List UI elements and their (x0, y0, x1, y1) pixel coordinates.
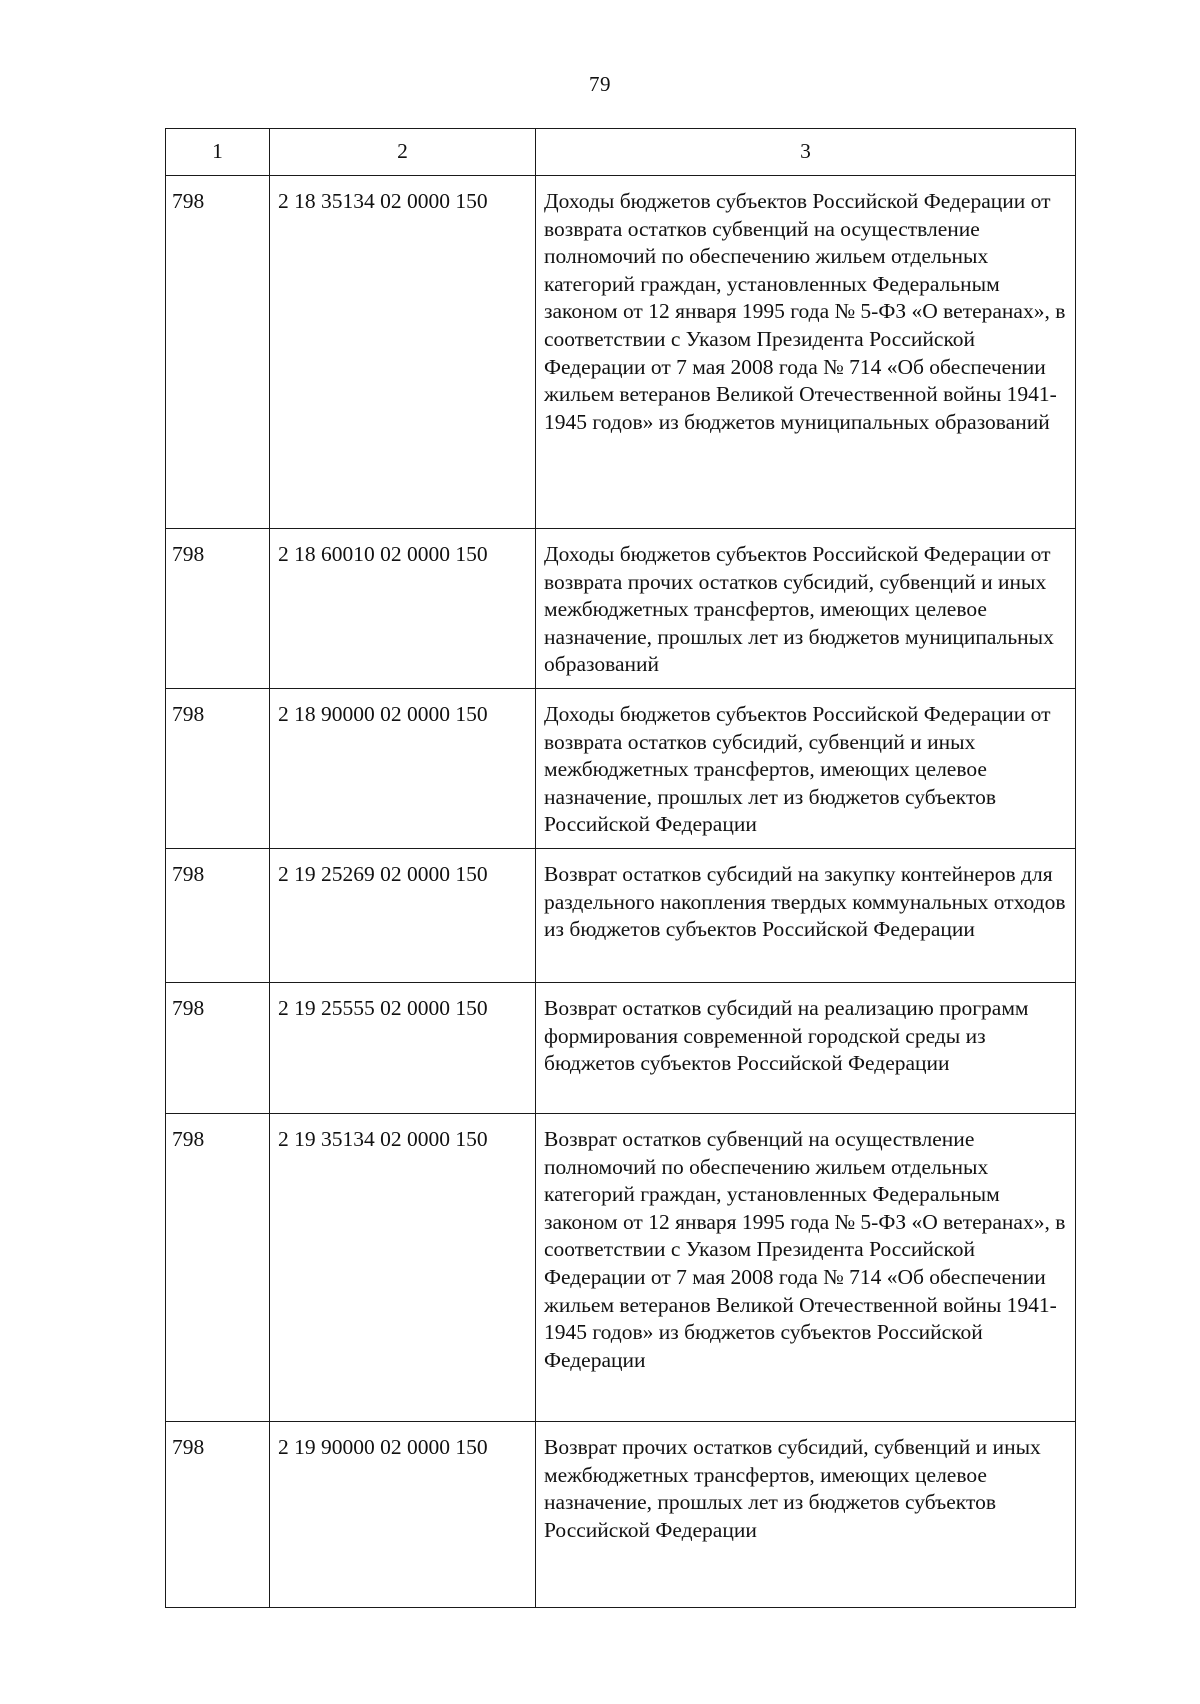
table-row (166, 176, 1076, 529)
description-cell: Возврат остатков субвенций на осуществление полномочий по обеспечению жильем отдельных категорий граждан, установленных Федеральным законом от 12 января 1995 года № 5-ФЗ «О ветеранах», в соответствии с Указом Президента Российской Федерации от 7 мая 2008 года № 714 «Об обеспечении жильем ветеранов Великой Отечественной войны 1941-1945 годов» из бюджетов субъектов Российской Федерации (536, 1114, 1076, 1422)
table-row (166, 1422, 1076, 1608)
description-cell: Доходы бюджетов субъектов Российской Федерации от возврата прочих остатков субсидий, субвенций и иных межбюджетных трансфертов, имеющих целевое назначение, прошлых лет из бюджетов муниципальных образований (536, 529, 1076, 689)
page-number: 79 (589, 72, 611, 96)
description-cell: Возврат остатков субсидий на реализацию программ формирования современной городской среды из бюджетов субъектов Российской Федерации (536, 983, 1076, 1114)
description-cell: Возврат остатков субсидий на закупку контейнеров для раздельного накопления твердых коммунальных отходов из бюджетов субъектов Российской Федерации (536, 849, 1076, 983)
description-cell: Доходы бюджетов субъектов Российской Федерации от возврата остатков субвенций на осуществление полномочий по обеспечению жильем отдельных категорий граждан, установленных Федеральным законом от 12 января 1995 года № 5-ФЗ «О ветеранах», в соответствии с Указом Президента Российской Федерации от 7 мая 2008 года № 714 «Об обеспечении жильем ветеранов Великой Отечественной войны 1941-1945 годов» из бюджетов муниципальных образований (536, 176, 1076, 529)
kbk-code-cell: 2 18 35134 02 0000 150 (270, 176, 536, 529)
admin-code-cell: 798 (166, 176, 270, 529)
kbk-code-cell: 2 19 25555 02 0000 150 (270, 983, 536, 1114)
admin-code-cell: 798 (166, 983, 270, 1114)
admin-code-cell: 798 (166, 849, 270, 983)
kbk-code-cell: 2 19 90000 02 0000 150 (270, 1422, 536, 1608)
table-row (166, 849, 1076, 983)
table-header-row (166, 129, 1076, 176)
column-header-1: 1 (166, 129, 270, 176)
column-header-3: 3 (536, 129, 1076, 176)
kbk-code-cell: 2 19 35134 02 0000 150 (270, 1114, 536, 1422)
kbk-code-cell: 2 18 60010 02 0000 150 (270, 529, 536, 689)
kbk-code-cell: 2 18 90000 02 0000 150 (270, 689, 536, 849)
table-row (166, 983, 1076, 1114)
revenue-codes-table (165, 128, 1076, 1608)
column-header-2: 2 (270, 129, 536, 176)
admin-code-cell: 798 (166, 1422, 270, 1608)
admin-code-cell: 798 (166, 529, 270, 689)
table-row (166, 689, 1076, 849)
table-row (166, 529, 1076, 689)
description-cell: Возврат прочих остатков субсидий, субвенций и иных межбюджетных трансфертов, имеющих целевое назначение, прошлых лет из бюджетов субъектов Российской Федерации (536, 1422, 1076, 1608)
kbk-code-cell: 2 19 25269 02 0000 150 (270, 849, 536, 983)
description-cell: Доходы бюджетов субъектов Российской Федерации от возврата остатков субсидий, субвенций и иных межбюджетных трансфертов, имеющих целевое назначение, прошлых лет из бюджетов субъектов Российской Федерации (536, 689, 1076, 849)
admin-code-cell: 798 (166, 689, 270, 849)
table-row (166, 1114, 1076, 1422)
admin-code-cell: 798 (166, 1114, 270, 1422)
